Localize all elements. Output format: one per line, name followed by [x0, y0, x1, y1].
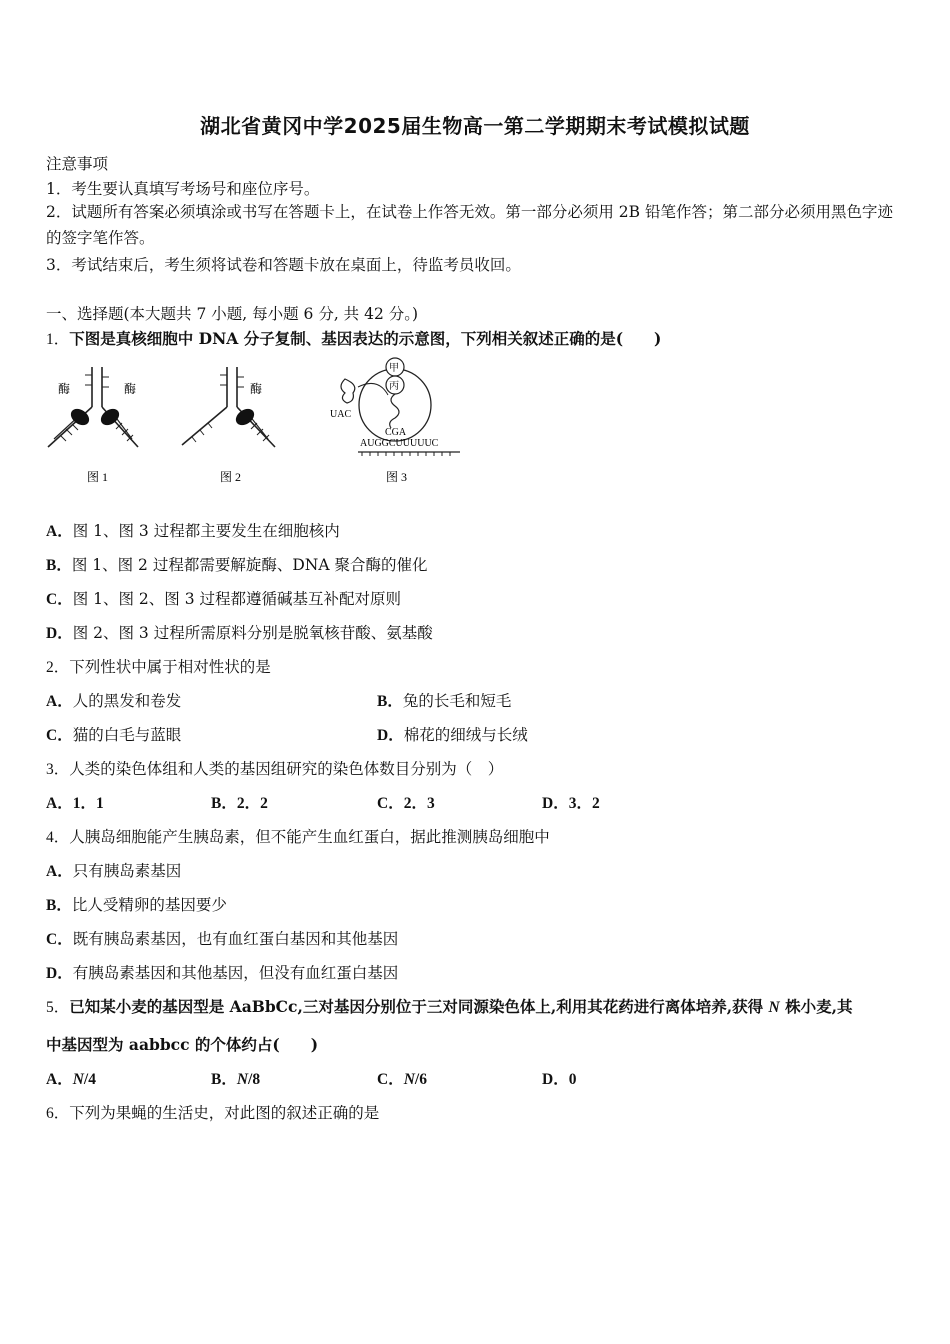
option-text: 只有胰岛素基因	[72, 862, 182, 880]
question-stem: 下图是真核细胞中 DNA 分子复制、基因表达的示意图，下列相关叙述正确的是( )	[69, 329, 662, 348]
q5-option-b	[211, 1067, 260, 1089]
figure-2	[182, 367, 275, 484]
question-1	[46, 327, 661, 349]
q2-option-d	[377, 723, 528, 745]
option-text: 人的黑发和卷发	[72, 692, 182, 710]
figure-3	[330, 358, 460, 484]
option-text: 图 2、图 3 过程所需原料分别是脱氧核苷酸、氨基酸	[72, 624, 433, 642]
option-label: B．	[377, 693, 403, 710]
q2-option-b	[377, 689, 511, 711]
option-label: C．	[46, 591, 73, 608]
option-label: D．	[46, 965, 73, 982]
question-3	[46, 757, 503, 779]
option-label: A．	[46, 523, 73, 540]
question-number: 3．	[46, 761, 70, 778]
question-stem: 下列为果蝇的生活史，对此图的叙述正确的是	[69, 1104, 380, 1122]
option-label: C．	[46, 727, 73, 744]
option-text: /6	[414, 1071, 427, 1088]
q5-option-c	[377, 1067, 427, 1089]
option-italic: N	[72, 1071, 84, 1088]
option-text: 3．2	[568, 795, 600, 812]
mrna-label: AUGGCUUUUUC	[360, 438, 439, 449]
q4-option-c	[46, 927, 398, 949]
option-text: 兔的长毛和短毛	[402, 692, 512, 710]
option-label: D．	[377, 727, 404, 744]
question-4	[46, 825, 550, 847]
option-text: 2．2	[236, 795, 268, 812]
q2-option-a	[46, 689, 181, 711]
option-text: 猫的白毛与蓝眼	[72, 726, 182, 744]
question-number: 1．	[46, 331, 70, 348]
option-label: B．	[46, 557, 72, 574]
fig2-caption: 图 2	[220, 470, 242, 484]
q1-option-c	[46, 587, 401, 609]
option-label: D．	[542, 795, 569, 812]
page-title: 湖北省黄冈中学2025届生物高一第二学期期末考试模拟试题	[200, 114, 750, 138]
option-label: B．	[211, 1071, 237, 1088]
section-heading: 一、选择题(本大题共 7 小题, 每小题 6 分, 共 42 分。)	[46, 305, 419, 323]
fig1-caption: 图 1	[87, 470, 109, 484]
notice-item-3: 3．考试结束后，考生须将试卷和答题卡放在桌面上，待监考员收回。	[46, 256, 521, 274]
option-italic: N	[236, 1071, 249, 1088]
option-text: 0	[568, 1071, 577, 1088]
option-italic: N	[403, 1071, 415, 1088]
option-text: 1．1	[72, 795, 104, 812]
cga-label: CGA	[385, 427, 407, 438]
option-text: 图 1、图 3 过程都主要发生在细胞核内	[72, 522, 340, 540]
question-number: 2．	[46, 659, 70, 676]
question-number: 5．	[46, 999, 70, 1016]
question-stem: 人类的染色体组和人类的基因组研究的染色体数目分别为（ ）	[69, 760, 504, 778]
q4-option-a	[46, 859, 181, 881]
option-label: D．	[46, 625, 73, 642]
option-label: B．	[211, 795, 237, 812]
q1-option-b	[46, 553, 427, 575]
option-text: 图 1、图 2、图 3 过程都遵循碱基互补配对原则	[72, 590, 401, 608]
q5-option-a	[46, 1067, 96, 1089]
option-label: A．	[46, 1071, 73, 1088]
option-text: 既有胰岛素基因，也有血红蛋白基因和其他基因	[72, 930, 399, 948]
option-label: D．	[542, 1071, 569, 1088]
question-stem: 已知某小麦的基因型是 AaBbCc,三对基因分别位于三对同源染色体上,利用其花药进行离体培养,获得	[69, 997, 769, 1016]
question-5	[46, 995, 853, 1017]
q3-option-b	[211, 791, 268, 813]
question-number: 4．	[46, 829, 70, 846]
q3-option-c	[377, 791, 435, 813]
dna-figures	[40, 355, 470, 490]
notice-heading: 注意事项	[46, 155, 109, 173]
q2-option-c	[46, 723, 181, 745]
question-stem: 下列性状中属于相对性状的是	[69, 658, 271, 676]
enzyme-label: 酶	[250, 382, 263, 396]
option-text: 棉花的细绒与长绒	[403, 726, 528, 744]
option-text: /4	[83, 1071, 96, 1088]
enzyme-label: 酶	[58, 382, 71, 396]
option-text: 图 1、图 2 过程都需要解旋酶、DNA 聚合酶的催化	[71, 556, 428, 574]
option-text: 有胰岛素基因和其他基因，但没有血红蛋白基因	[72, 964, 399, 982]
q3-option-a	[46, 791, 104, 813]
question-stem-cont: 株小麦,其	[779, 997, 853, 1016]
question-5-line-2: 中基因型为 aabbcc 的个体约占( )	[46, 1035, 319, 1054]
q1-option-a	[46, 519, 340, 541]
figure-1	[48, 367, 138, 484]
q5-option-d	[542, 1067, 576, 1089]
enzyme-label: 酶	[124, 382, 137, 396]
fig3-caption: 图 3	[386, 470, 408, 484]
option-label: A．	[46, 693, 73, 710]
q1-option-d	[46, 621, 433, 643]
question-2	[46, 655, 271, 677]
option-label: A．	[46, 863, 73, 880]
option-text: 2．3	[403, 795, 435, 812]
q3-option-d	[542, 791, 600, 813]
jia-label: 甲	[389, 363, 399, 374]
option-label: C．	[46, 931, 73, 948]
uac-label: UAC	[330, 409, 352, 420]
q4-option-d	[46, 961, 398, 983]
question-6	[46, 1101, 379, 1123]
notice-item-2: 2．试题所有答案必须填涂或书写在答题卡上，在试卷上作答无效。第一部分必须用 2B 铅笔作答；第二部分必须用黑色字迹的签字笔作答。	[46, 203, 893, 247]
option-text: 比人受精卵的基因要少	[71, 896, 227, 914]
question-stem: 人胰岛细胞能产生胰岛素，但不能产生血红蛋白，据此推测胰岛细胞中	[69, 828, 550, 846]
option-text: /8	[248, 1071, 261, 1088]
notice-item-1: 1．考生要认真填写考场号和座位序号。	[46, 180, 320, 198]
option-label: C．	[377, 795, 404, 812]
bing-label: 丙	[389, 381, 399, 392]
option-label: C．	[377, 1071, 404, 1088]
option-label: A．	[46, 795, 73, 812]
q4-option-b	[46, 893, 227, 915]
italic-n: N	[768, 999, 780, 1016]
question-number: 6．	[46, 1105, 70, 1122]
option-label: B．	[46, 897, 72, 914]
